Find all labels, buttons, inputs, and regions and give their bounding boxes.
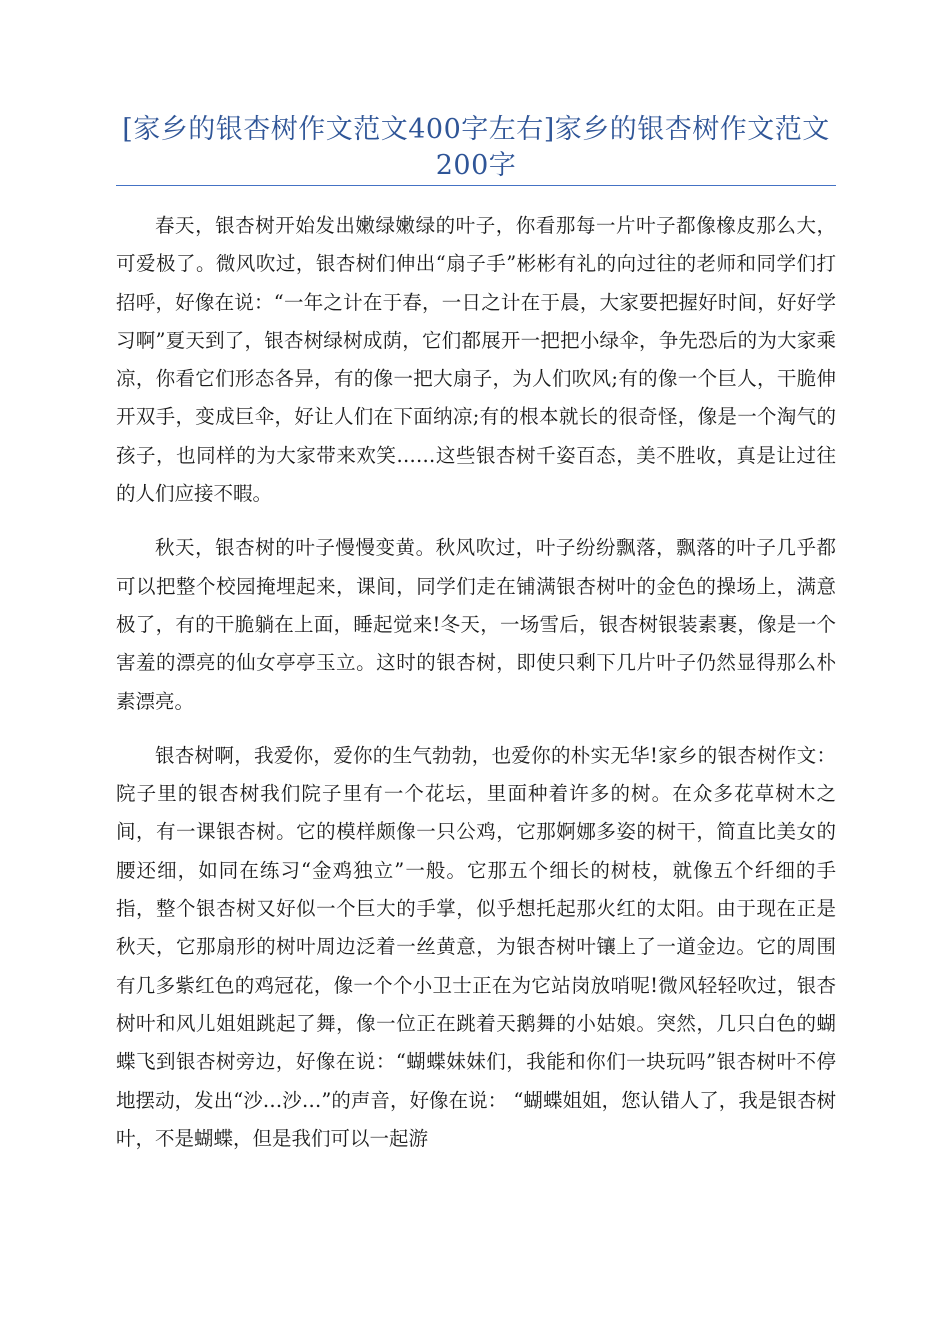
paragraph-autumn-winter: 秋天，银杏树的叶子慢慢变黄。秋风吹过，叶子纷纷飘落，飘落的叶子几乎都可以把整个校园掩埋起来，课间，同学们走在铺满银杏树叶的金色的操场上，满意极了，有的干脆躺在上面，睡起觉来!冬天，一场雪后，银杏树银装素裹，像是一个害羞的漂亮的仙女亭亭玉立。这时的银杏树，即使只剩下几片叶子仍然显得那么朴素漂亮。 <box>116 536 836 713</box>
paragraph-spring-summer: 春天，银杏树开始发出嫩绿嫩绿的叶子，你看那每一片叶子都像橡皮那么大，可爱极了。微风吹过，银杏树们伸出“扇子手”彬彬有礼的向过往的老师和同学们打招呼，好像在说：“一年之计在于春，一日之计在于晨，大家要把握好时间，好好学习啊”夏天到了，银杏树绿树成荫，它们都展开一把把小绿伞，争先恐后的为大家乘凉，你看它们形态各异，有的像一把大扇子，为人们吹风;有的像一个巨人，干脆伸开双手，变成巨伞，好让人们在下面纳凉;有的根本就长的很奇怪，像是一个淘气的孩子，也同样的为大家带来欢笑……这些银杏树千姿百态，美不胜收，真是让过往的人们应接不暇。 <box>116 214 836 506</box>
document-body <box>116 207 836 1174</box>
paragraph-courtyard-ginkgo: 银杏树啊，我爱你，爱你的生气勃勃，也爱你的朴实无华!家乡的银杏树作文：院子里的银杏树我们院子里有一个花坛，里面种着许多的树。在众多花草树木之间，有一课银杏树。它的模样颇像一只公鸡，它那婀娜多姿的树干，简直比美女的腰还细，如同在练习“金鸡独立”一般。它那五个细长的树枝，就像五个纤细的手指，整个银杏树又好似一个巨大的手掌，似乎想托起那火红的太阳。由于现在正是秋天，它那扇形的树叶周边泛着一丝黄意，为银杏树叶镶上了一道金边。它的周围有几多紫红色的鸡冠花，像一个个小卫士正在为它站岗放哨呢!微风轻轻吹过，银杏树叶和风儿姐姐跳起了舞，像一位正在跳着天鹅舞的小姑娘。突然，几只白色的蝴蝶飞到银杏树旁边，好像在说：“蝴蝶妹妹们，我能和你们一块玩吗”银杏树叶不停地摆动，发出“沙…沙…”的声音，好像在说： “蝴蝶姐姐，您认错人了，我是银杏树叶，不是蝴蝶，但是我们可以一起游 <box>116 743 836 1150</box>
title-underline <box>116 185 836 186</box>
document-title: [家乡的银杏树作文范文400字左右]家乡的银杏树作文范文200字 <box>122 114 830 181</box>
